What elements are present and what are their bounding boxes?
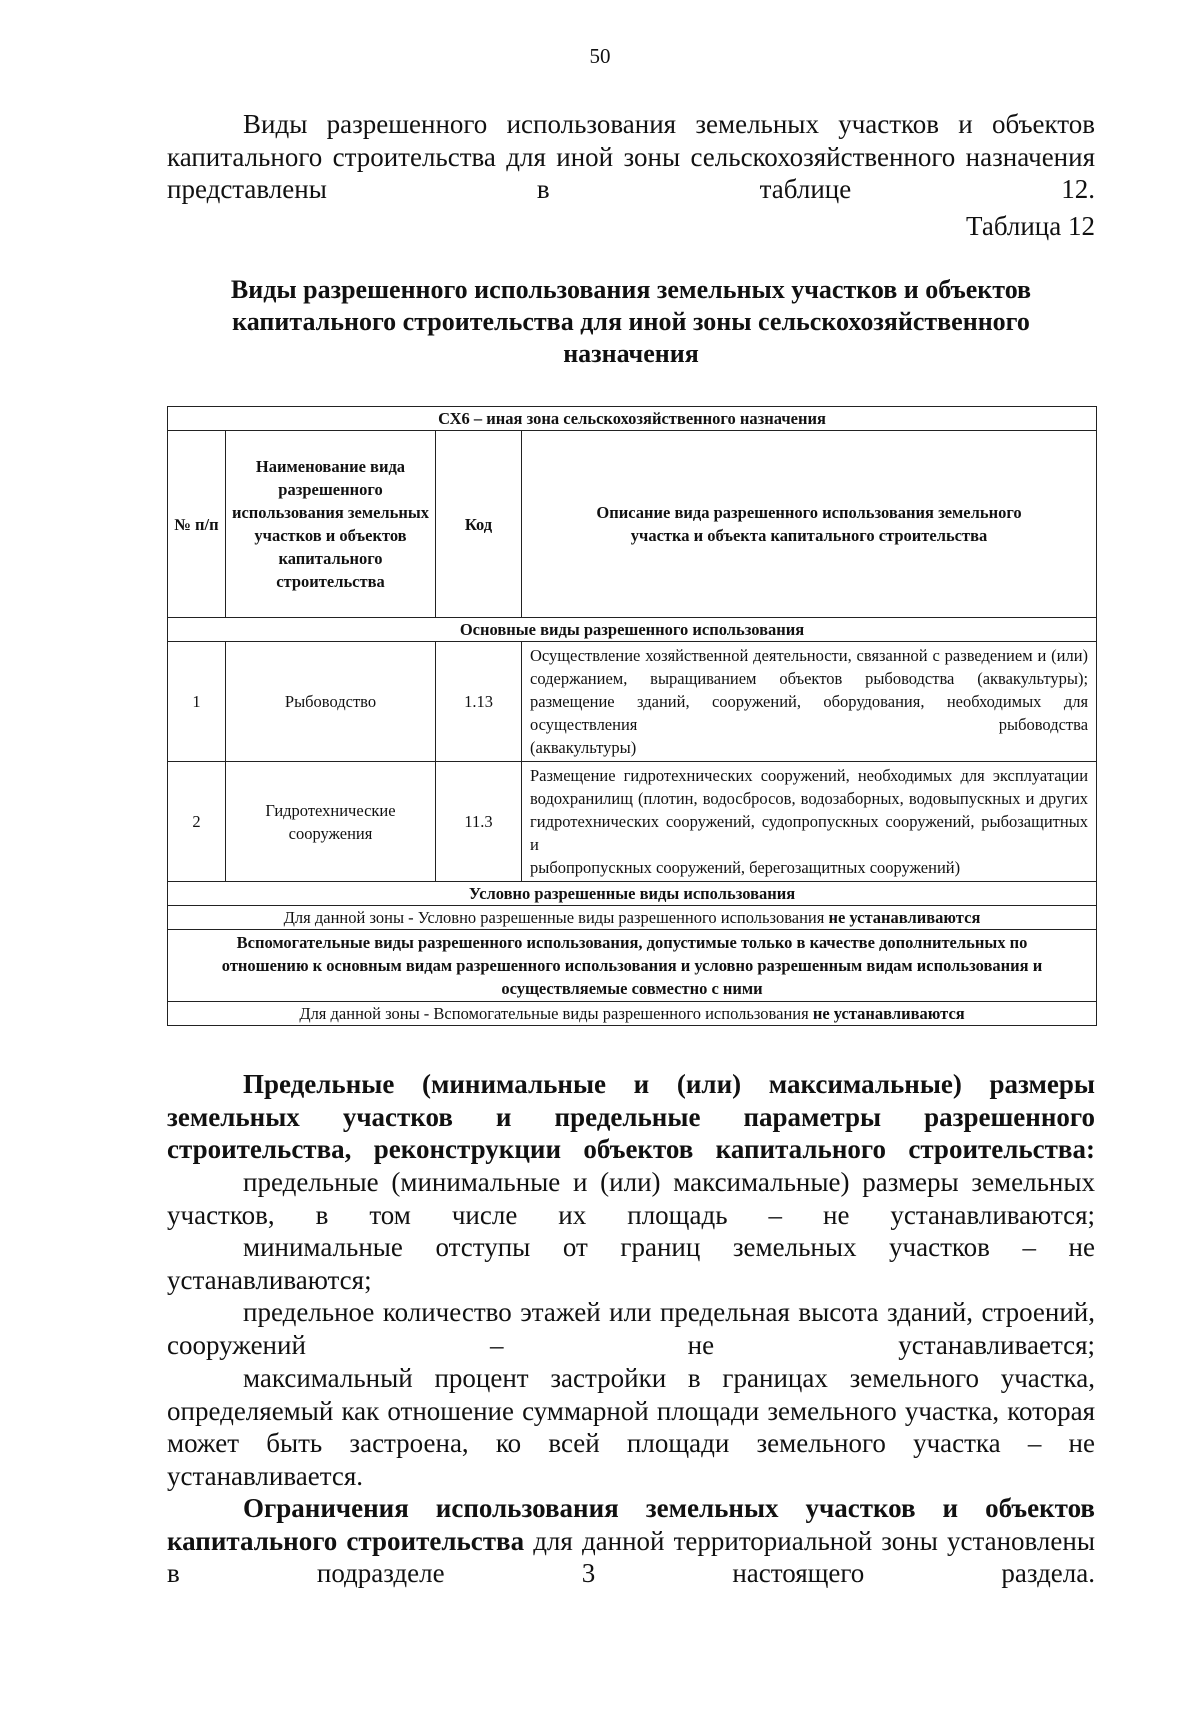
auxiliary-note-bold: не устанавливаются (812, 1004, 965, 1023)
row-description-text: Осуществление хозяйственной деятельности, связанной с разведением и (или) содержанием, выращиванием объектов рыбоводства (аквакультуры); размещение зданий, сооружений, оборудования, необходимых для осуществления рыбоводства (530, 646, 1089, 734)
column-header-name: Наименование вида разрешенного использования земельных участков и объектов капитального строительства (226, 431, 436, 618)
column-header-row (168, 431, 1097, 618)
section-conditional-row (168, 882, 1097, 906)
row-name: Гидротехнические сооружения (226, 762, 436, 882)
page-number: 50 (589, 44, 611, 68)
intro-paragraph: Виды разрешенного использования земельных участков и объектов капитального строительства для иной зоны сельскохозяйственного назначения представлены в таблице 12. (167, 109, 1095, 204)
conditional-note (168, 906, 1097, 930)
section-auxiliary-uses: Вспомогательные виды разрешенного использования, допустимые только в качестве дополнительных по отношению к основным видам разрешенного использования и условно разрешенным видам использования и осуществляемые совместно с ними (168, 930, 1097, 1002)
column-header-code: Код (436, 431, 522, 618)
section-auxiliary-row (168, 930, 1097, 1002)
conditional-note-text: Для данной зоны - Условно разрешенные виды разрешенного использования (283, 908, 829, 927)
row-number: 1 (168, 642, 226, 762)
row-description-last-line: (аквакультуры) (530, 738, 637, 757)
table-title: Виды разрешенного использования земельных участков и объектов капитального строительства для иной зоны сельскохозяйственного назначения (230, 275, 1032, 368)
row-name: Рыбоводство (226, 642, 436, 762)
row-description (522, 642, 1097, 762)
limits-heading: Предельные (минимальные и (или) максимальные) размеры земельных участков и предельные параметры разрешенного строительства, реконструкции объектов капитального строительства: (167, 1069, 1095, 1164)
auxiliary-note-row (168, 1002, 1097, 1026)
conditional-note-bold: не устанавливаются (828, 908, 981, 927)
zone-header-row (168, 407, 1097, 431)
restrictions-paragraph (167, 1492, 1095, 1590)
table-label: Таблица 12 (966, 211, 1095, 241)
section-main-uses: Основные виды разрешенного использования (168, 618, 1097, 642)
column-header-description: Описание вида разрешенного использования земельного участка и объекта капитального строительства (522, 431, 1097, 618)
table-row (168, 642, 1097, 762)
zone-header: СХ6 – иная зона сельскохозяйственного назначения (168, 407, 1097, 431)
row-description-text: Размещение гидротехнических сооружений, необходимых для эксплуатации водохранилищ (плотин, водосбросов, водозаборных, водовыпускных и других гидротехнических сооружений, судопропускных сооружений, рыбозащитных и (530, 766, 1089, 854)
limit-item-plot-size: предельные (минимальные и (или) максимальные) размеры земельных участков, в том числе их площадь – не устанавливаются; (167, 1167, 1095, 1230)
limit-item-coverage: максимальный процент застройки в границах земельного участка, определяемый как отношение суммарной площади земельного участка, которая может быть застроена, ко всей площади земельного участка – не устанавливается. (167, 1363, 1095, 1491)
row-code: 1.13 (436, 642, 522, 762)
land-use-table (167, 406, 1097, 1026)
row-number: 2 (168, 762, 226, 882)
row-description (522, 762, 1097, 882)
section-main-row (168, 618, 1097, 642)
restrictions-text: для данной территориальной зоны установлены в подразделе 3 настоящего раздела. (167, 1525, 1095, 1588)
row-code: 11.3 (436, 762, 522, 882)
limit-item-floors: предельное количество этажей или предельная высота зданий, строений, сооружений – не устанавливается; (167, 1297, 1095, 1360)
section-conditional-uses: Условно разрешенные виды использования (168, 882, 1097, 906)
column-header-number: № п/п (168, 431, 226, 618)
auxiliary-note-text: Для данной зоны - Вспомогательные виды разрешенного использования (299, 1004, 813, 1023)
conditional-note-row (168, 906, 1097, 930)
restrictions-bold: Ограничения использования земельных участков и объектов капитального строительства (167, 1493, 1095, 1556)
auxiliary-note (168, 1002, 1097, 1026)
row-description-last-line: рыбопропускных сооружений, берегозащитных сооружений) (530, 858, 961, 877)
limit-item-setbacks: минимальные отступы от границ земельных участков – не устанавливаются; (167, 1232, 1095, 1295)
table-row (168, 762, 1097, 882)
